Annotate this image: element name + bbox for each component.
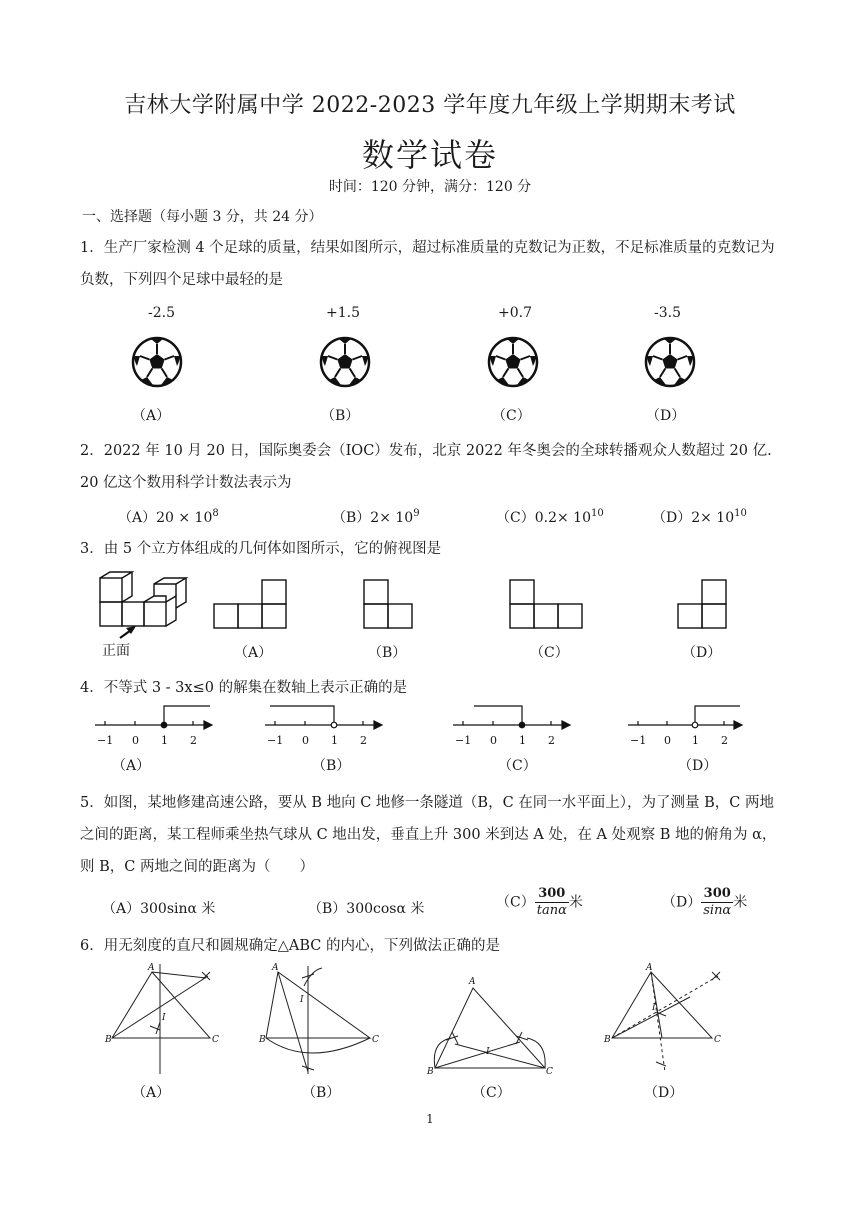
tick-d-1: −1 (630, 734, 647, 747)
ball-d-value: -3.5 (654, 305, 681, 321)
question-1-text: 1．生产厂家检测 4 个足球的质量，结果如图所示，超过标准质量的克数记为正数，不足标准质量的克数记为负数，下列四个足球中最轻的是 (80, 240, 775, 288)
numline-a-label: （A） (112, 758, 151, 774)
ball-c-value: +0.7 (498, 305, 532, 321)
fig-a-pt-a: A (148, 963, 155, 973)
view-d-figure (678, 580, 726, 628)
question-6-text: 6．用无刻度的直尺和圆规确定△ABC 的内心，下列做法正确的是 (80, 938, 500, 954)
fig-c-pt-b: B (427, 1067, 434, 1077)
tick-d-3: 1 (692, 734, 699, 747)
numline-c-label: （C） (498, 758, 537, 774)
q2-option-d: $(D)2\times 10^{10}$ (652, 508, 747, 526)
soccer-ball-a-icon (133, 338, 181, 386)
view-b-label: （B） (368, 645, 407, 661)
q2-option-a: $(A)20 \times 10^8$ (118, 508, 219, 526)
page-number: 1 (426, 1112, 434, 1126)
view-c-figure (510, 580, 582, 628)
fig-b-pt-a: A (272, 963, 279, 973)
q2-option-b: $(B)2\times 10^9$ (332, 508, 420, 526)
fig-c-pt-i: I (486, 1047, 490, 1057)
fig-a-pt-b: B (105, 1035, 112, 1045)
tick-d-4: 2 (721, 734, 728, 747)
view-b-figure (364, 580, 412, 628)
view-d-label: （D） (682, 645, 722, 661)
exam-title: 吉林大学附属中学 2022-2023 学年度九年级上学期期末考试 (124, 93, 736, 118)
tick-c-2: 0 (490, 734, 497, 747)
cube-views-figure (90, 570, 790, 640)
soccer-ball-d-icon (646, 338, 694, 386)
fig-b-pt-b: B (259, 1035, 266, 1045)
ball-a-label: （A） (132, 408, 171, 424)
ball-a-value: -2.5 (148, 305, 175, 321)
tick-b-4: 2 (360, 734, 367, 747)
ball-d-label: （D） (646, 408, 686, 424)
tick-b-1: −1 (267, 734, 284, 747)
construct-a-label: （A） (132, 1085, 171, 1101)
q5-option-c: （C） $\frac{300}{\tan\alpha}$ 米 (496, 886, 583, 918)
question-2-text: 2．2022 年 10 月 20 日，国际奥委会（IOC）发布，北京 2022 年冬奥会的全球转播观众人数超过 20 亿. 20 亿这个数用科学计数法表示为 (80, 443, 772, 491)
tick-a-2: 0 (132, 734, 139, 747)
fig-c-pt-c: C (546, 1067, 553, 1077)
construct-d-label: （D） (644, 1085, 684, 1101)
fig-c-pt-a: A (469, 977, 476, 987)
cube-solid-figure (100, 572, 186, 626)
view-a-label: （A） (234, 645, 273, 661)
fig-a-pt-c: C (212, 1035, 219, 1045)
incenter-constructions-figure (90, 962, 770, 1082)
subject-title: 数学试卷 (361, 136, 498, 174)
fig-b-pt-i: I (300, 995, 304, 1005)
fig-d-pt-b: B (604, 1035, 611, 1045)
view-c-label: （C） (530, 645, 569, 661)
tick-a-3: 1 (161, 734, 168, 747)
numline-d-label: （D） (678, 758, 718, 774)
tick-a-1: −1 (97, 734, 114, 747)
tick-c-3: 1 (519, 734, 526, 747)
numline-b-label: （B） (312, 758, 351, 774)
q5-option-a: （A）300sinα 米 (102, 901, 216, 917)
exam-meta: 时间：120 分钟，满分：120 分 (328, 179, 532, 195)
q5-option-b: （B）300cosα 米 (308, 901, 425, 917)
tick-d-2: 0 (664, 734, 671, 747)
soccer-ball-b-icon (321, 338, 369, 386)
question-5-text: 5．如图，某地修建高速公路，要从 B 地向 C 地修一条隧道（B，C 在同一水平面上），为了测量 B，C 两地之间的距离，某工程师乘坐热气球从 C 地出发，垂直上升 300 米到达 A 处，在 A 处观察 B 地的俯角为 α，则 B，C 两地之间的距离为（ ） (80, 795, 777, 875)
question-3-text: 3．由 5 个立方体组成的几何体如图所示，它的俯视图是 (80, 541, 442, 557)
fig-d-pt-i: I (652, 1003, 656, 1013)
tick-b-2: 0 (302, 734, 309, 747)
number-lines-figure (90, 700, 770, 752)
fig-a-pt-i: I (162, 1013, 166, 1023)
section-heading: 一、选择题（每小题 3 分，共 24 分） (82, 209, 323, 225)
construct-c-label: （C） (472, 1085, 511, 1101)
tick-c-1: −1 (455, 734, 472, 747)
question-4-text: 4．不等式 3 - 3x≤0 的解集在数轴上表示正确的是 (80, 680, 408, 696)
q5-option-d: （D） $\frac{300}{\sin\alpha}$ 米 (662, 886, 748, 918)
ball-c-label: （C） (492, 408, 531, 424)
soccer-balls-figure (0, 330, 860, 394)
tick-a-4: 2 (190, 734, 197, 747)
front-label: 正面 (102, 643, 130, 659)
fig-b-pt-c: C (372, 1035, 379, 1045)
ball-b-value: +1.5 (326, 305, 360, 321)
construct-b-label: （B） (302, 1085, 341, 1101)
tick-b-3: 1 (331, 734, 338, 747)
ball-b-label: （B） (321, 408, 360, 424)
soccer-ball-c-icon (489, 338, 537, 386)
fig-d-pt-a: A (646, 963, 653, 973)
tick-c-4: 2 (548, 734, 555, 747)
q2-option-c: $(C)0.2\times 10^{10}$ (496, 508, 604, 526)
fig-d-pt-c: C (714, 1035, 721, 1045)
view-a-figure (214, 580, 286, 628)
